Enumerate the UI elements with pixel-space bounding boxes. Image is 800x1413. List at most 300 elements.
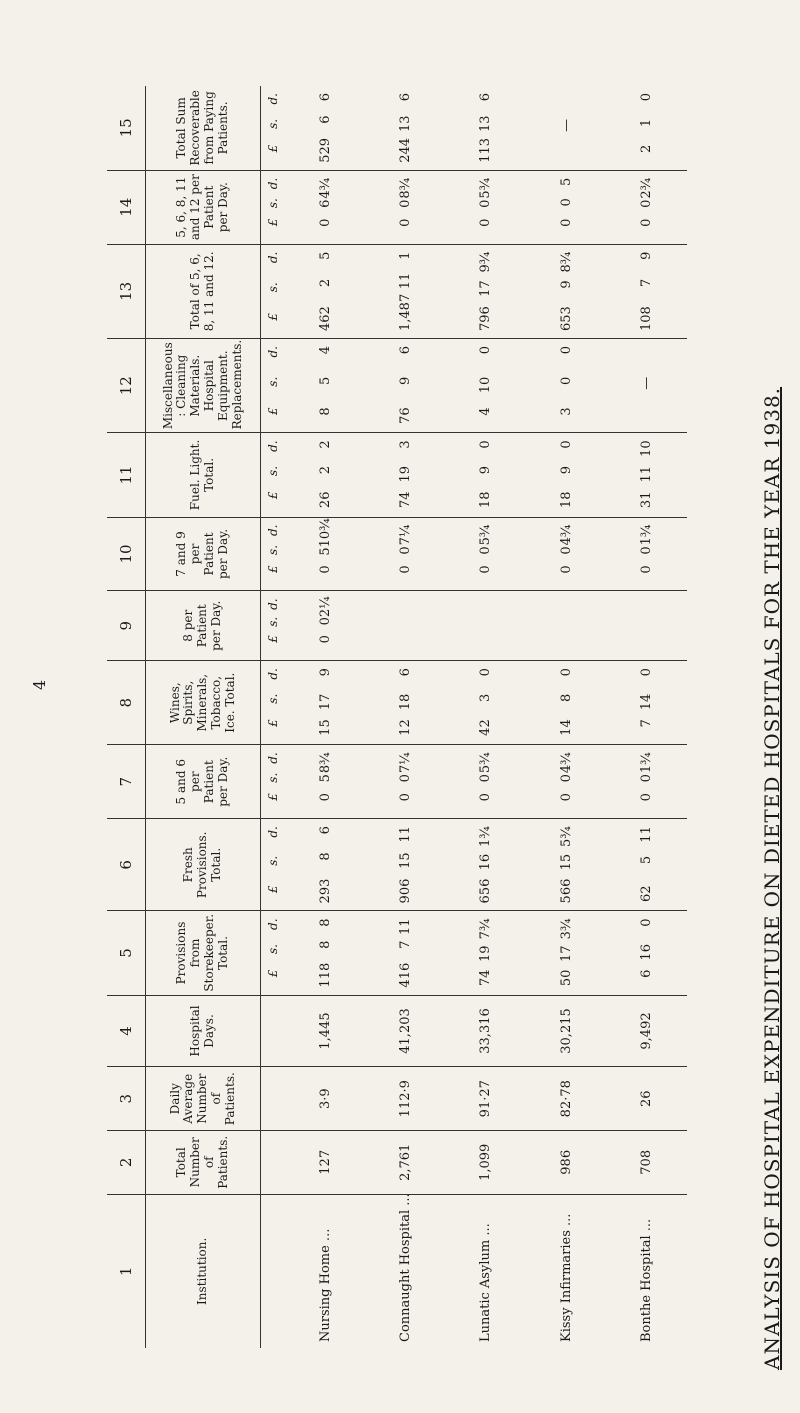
units-cell (261, 86, 286, 170)
unit-label: £ (266, 491, 280, 500)
column-number: 1 (107, 1194, 146, 1348)
money-cell (285, 339, 365, 433)
money-part: 15 (398, 852, 414, 869)
column-number: 8 (107, 661, 146, 745)
money-part: 0 (317, 635, 333, 644)
money-part: 1,487 (398, 293, 414, 331)
header-recoverable: Total Sum Recoverable from Paying Patients. (146, 86, 261, 170)
units-cell (261, 745, 286, 819)
unit-label: £ (266, 144, 280, 153)
units-cell (261, 1067, 286, 1131)
money-cell (365, 819, 445, 911)
money-part: 796 (478, 306, 494, 331)
table-row (365, 86, 445, 1348)
money-part: 11 (639, 826, 655, 843)
money-part: 0 (558, 440, 574, 449)
money-part: 11 (398, 918, 414, 936)
money-part: 50 (558, 969, 574, 987)
units-cell (261, 1131, 286, 1195)
unit-label: £ (266, 719, 280, 727)
money-cell (607, 339, 687, 433)
money-cell (365, 661, 445, 745)
money-part: 0 (317, 565, 333, 574)
money-part: 906 (398, 878, 414, 904)
money-cell (446, 517, 526, 591)
money-part: 19 (478, 945, 494, 962)
money-cell (365, 517, 445, 591)
money-cell (285, 244, 365, 338)
header-8-per-day: 8 per Patient per Day. (146, 591, 261, 661)
money-part: 0 (317, 793, 333, 802)
units-cell (261, 911, 286, 995)
money-part: 293 (317, 878, 333, 904)
total-patients-cell: 986 (526, 1131, 606, 1195)
money-part: 2¾ (639, 177, 655, 199)
money-part: 5¾ (478, 524, 494, 546)
money-cell (285, 911, 365, 995)
money-part: 74 (478, 969, 494, 987)
money-part: 5¾ (478, 177, 494, 199)
money-cell (526, 819, 606, 911)
money-part: 76 (398, 407, 414, 424)
money-part: 18 (558, 491, 574, 509)
money-cell (365, 339, 445, 433)
money-part: 0 (558, 668, 574, 677)
money-cell (446, 170, 526, 244)
money-cell (285, 433, 365, 517)
money-cell (607, 433, 687, 517)
expenditure-table-container (107, 86, 687, 1348)
units-cell (261, 170, 286, 244)
money-part: 14 (639, 693, 655, 711)
money-part: 7 (639, 278, 655, 288)
unit-label: s. (266, 772, 280, 783)
money-cell (607, 244, 687, 338)
money-part: 0 (558, 774, 574, 783)
institution-cell: Nursing Home ... (317, 1228, 333, 1342)
money-cell (607, 911, 687, 995)
money-cell (526, 244, 606, 338)
unit-label: d. (266, 177, 280, 190)
institution-cell: Bonthe Hospital ... (639, 1218, 655, 1342)
total-patients-cell: 2,761 (365, 1131, 445, 1195)
unit-label: £ (266, 635, 280, 643)
money-part: 0 (478, 774, 494, 783)
expenditure-table (107, 86, 687, 1348)
unit-label: s. (266, 693, 280, 704)
money-part: 10¾ (317, 518, 333, 548)
money-part: 2 (317, 440, 333, 449)
money-part: 0 (639, 199, 655, 208)
money-part: 6 (317, 115, 333, 124)
total-patients-cell: 127 (285, 1131, 365, 1195)
money-part: 0 (398, 565, 414, 574)
money-cell (607, 170, 687, 244)
money-part: 5 (317, 547, 333, 556)
money-part: 18 (398, 693, 414, 711)
money-part: 3 (478, 693, 494, 702)
table-row (607, 86, 687, 1348)
unit-label: d. (266, 752, 280, 764)
money-part: 11 (639, 465, 655, 483)
money-part: 0 (478, 218, 494, 227)
column-number: 13 (107, 244, 146, 338)
institution-cell: Lunatic Asylum ... (478, 1223, 494, 1342)
money-cell (526, 661, 606, 745)
money-part: 8 (317, 940, 333, 949)
money-part: 13 (398, 115, 414, 133)
header-per-patient-per-day: 5, 6, 8, 11 and 12 per Patient per Day. (146, 170, 261, 244)
money-part (639, 346, 654, 364)
money-part: 0 (639, 565, 655, 574)
money-part: 0 (398, 546, 414, 555)
money-part: 0 (639, 668, 655, 677)
money-part: 0 (558, 793, 574, 802)
money-part: 2 (317, 278, 333, 288)
money-part: 1 (398, 251, 414, 260)
money-part: 1¾ (639, 524, 655, 546)
total-patients-cell: 708 (607, 1131, 687, 1195)
header-7-9-per-day: 7 and 9 per Patient per Day. (146, 517, 261, 591)
money-part: 17 (558, 945, 574, 962)
money-part: 5 (639, 855, 655, 865)
money-part: 19 (398, 465, 414, 483)
unit-label: d. (266, 598, 280, 610)
money-cell (526, 911, 606, 995)
money-part: 6 (639, 969, 655, 978)
money-cell (526, 517, 606, 591)
money-part: 8 (317, 852, 333, 861)
money-part: 1¾ (478, 826, 494, 847)
units-cell (261, 517, 286, 591)
money-part (639, 407, 654, 425)
unit-label: d. (266, 918, 280, 930)
money-part: — (639, 376, 655, 390)
money-cell (446, 661, 526, 745)
money-part: 8¾ (317, 752, 333, 774)
money-part: 5 (317, 774, 333, 783)
money-part: 0 (478, 346, 494, 355)
unit-label: £ (266, 565, 280, 574)
column-header-row (146, 86, 261, 1348)
hospital-days-cell: 9,492 (607, 995, 687, 1067)
header-hospital-days: Hospital Days. (146, 995, 261, 1067)
money-part: 13 (478, 115, 494, 133)
money-part: 4¾ (317, 177, 333, 199)
money-part: 62 (639, 885, 655, 902)
header-daily-average: Daily Average Number of Patients. (146, 1067, 261, 1131)
money-part: — (558, 118, 574, 132)
money-cell (446, 86, 526, 170)
header-fuel-light: Fuel. Light. Total. (146, 433, 261, 517)
money-cell (607, 517, 687, 591)
money-part: 8 (317, 407, 333, 416)
money-part: 7¼ (398, 752, 414, 774)
units-cell (261, 819, 286, 911)
units-cell (261, 995, 286, 1067)
money-part: 3 (398, 440, 414, 449)
money-part: 11 (398, 272, 414, 290)
column-number: 14 (107, 170, 146, 244)
money-part: 8 (317, 918, 333, 927)
table-body (261, 86, 688, 1348)
daily-average-cell: 26 (607, 1067, 687, 1131)
unit-label: d. (266, 251, 280, 264)
money-cell (365, 433, 445, 517)
money-part: 26 (317, 491, 333, 509)
money-cell (526, 591, 606, 661)
money-cell (526, 339, 606, 433)
money-part: 10 (478, 376, 494, 394)
money-part: 18 (478, 491, 494, 509)
daily-average-cell: 82·78 (526, 1067, 606, 1131)
money-part: 0 (558, 565, 574, 574)
money-part: 5¾ (558, 826, 574, 847)
money-part: 0 (317, 218, 333, 227)
money-part: 16 (478, 853, 494, 871)
money-part: 113 (478, 137, 494, 163)
money-cell (607, 661, 687, 745)
column-number: 7 (107, 745, 146, 819)
money-part: 7 (639, 719, 655, 728)
money-part: 8 (558, 693, 574, 702)
money-part: 4¾ (558, 752, 574, 774)
money-part: 0 (558, 546, 574, 555)
money-cell (526, 433, 606, 517)
unit-label: d. (266, 440, 280, 452)
money-part: 0 (398, 218, 414, 227)
money-part: 0 (639, 218, 655, 227)
column-number: 11 (107, 433, 146, 517)
money-part: 6 (478, 93, 494, 102)
money-cell (526, 170, 606, 244)
column-number: 3 (107, 1067, 146, 1131)
money-cell (446, 339, 526, 433)
money-part: 17 (317, 693, 333, 711)
money-part: 17 (478, 280, 494, 297)
money-part: 2 (639, 144, 655, 154)
header-storekeeper-provisions: Provisions from Storekeeper. Total. (146, 911, 261, 995)
unit-label: s. (266, 944, 280, 954)
units-cell (261, 244, 286, 338)
unit-label: s. (266, 118, 280, 129)
column-number: 4 (107, 995, 146, 1067)
money-part: 31 (639, 491, 655, 509)
page-number: 4 (30, 679, 49, 690)
unit-label: £ (266, 793, 280, 801)
money-part: 0 (639, 93, 655, 102)
money-part: 0 (558, 346, 574, 355)
money-part: 3¾ (558, 918, 574, 940)
unit-label: £ (266, 969, 280, 978)
money-part: 0 (558, 218, 574, 227)
column-number: 6 (107, 819, 146, 911)
money-part: 9 (558, 465, 574, 475)
money-part: 1 (639, 118, 655, 128)
money-cell (285, 170, 365, 244)
money-part: 0 (558, 198, 574, 207)
column-number: 2 (107, 1131, 146, 1195)
money-part: 0 (478, 565, 494, 574)
money-part: 0 (478, 668, 494, 677)
units-cell (261, 433, 286, 517)
institution-cell: Kissy Infirmaries ... (558, 1213, 574, 1342)
column-number: 5 (107, 911, 146, 995)
money-cell (446, 591, 526, 661)
column-number-row (107, 86, 146, 1348)
unit-label: d. (266, 93, 280, 105)
money-cell (446, 745, 526, 819)
header-total-5-6-8-11-12: Total of 5, 6, 8, 11 and 12. (146, 244, 261, 338)
column-number: 12 (107, 339, 146, 433)
money-part: 10 (639, 440, 655, 457)
money-cell (285, 745, 365, 819)
unit-label: s. (266, 282, 280, 293)
money-cell (526, 86, 606, 170)
money-cell (285, 661, 365, 745)
daily-average-cell: 3·9 (285, 1067, 365, 1131)
money-part: 4 (478, 407, 494, 416)
money-part: 0 (317, 617, 333, 626)
money-part: 6 (398, 93, 414, 102)
money-part: 656 (478, 878, 494, 904)
header-5-6-per-day: 5 and 6 per Patient per Day. (146, 745, 261, 819)
unit-label: s. (266, 376, 280, 387)
money-cell (607, 591, 687, 661)
money-cell (365, 745, 445, 819)
money-part: 8¾ (398, 177, 414, 199)
money-part (559, 93, 574, 111)
money-part: 2 (317, 465, 333, 475)
unit-label: £ (266, 218, 280, 227)
total-patients-cell: 1,099 (446, 1131, 526, 1195)
money-part: 1¾ (639, 752, 655, 774)
money-part: 5 (317, 251, 333, 260)
money-cell (285, 591, 365, 661)
unit-label: d. (266, 524, 280, 537)
institution-cell: Connaught Hospital ... (398, 1193, 414, 1342)
money-part (559, 145, 574, 163)
money-part: 5 (317, 376, 333, 385)
money-part: 14 (558, 719, 574, 736)
money-part: 566 (558, 878, 574, 904)
money-cell (365, 244, 445, 338)
money-part: 7 (398, 940, 414, 949)
units-cell (261, 339, 286, 433)
money-part: 0 (478, 199, 494, 208)
money-cell (446, 819, 526, 911)
daily-average-cell: 112·9 (365, 1067, 445, 1131)
money-part: 0 (639, 918, 655, 927)
money-part: 108 (639, 306, 655, 331)
money-cell (446, 244, 526, 338)
unit-label: d. (266, 668, 280, 680)
units-cell (261, 591, 286, 661)
money-part: 11 (398, 826, 414, 843)
money-part: 6 (317, 826, 333, 835)
money-cell (365, 86, 445, 170)
money-part: 0 (398, 793, 414, 802)
money-part: 6 (317, 93, 333, 102)
header-wines-spirits: Wines, Spirits, Minerals, Tobacco, Ice. Total. (146, 661, 261, 745)
unit-label: s. (266, 544, 280, 555)
money-part: 2¼ (317, 596, 333, 618)
money-cell (446, 433, 526, 517)
unit-label: s. (266, 855, 280, 866)
money-part: 5¾ (478, 752, 494, 774)
hospital-days-cell: 41,203 (365, 995, 445, 1067)
money-part: 9 (558, 280, 574, 289)
money-part: 16 (639, 944, 655, 961)
money-part: 462 (317, 306, 333, 331)
money-part: 529 (317, 137, 333, 163)
money-part: 6 (398, 346, 414, 355)
column-number: 9 (107, 591, 146, 661)
unit-label: s. (266, 616, 280, 627)
money-cell (365, 591, 445, 661)
money-part: 118 (317, 962, 333, 988)
money-part: 4¾ (558, 524, 574, 546)
money-part: 0 (639, 774, 655, 783)
money-part: 9¾ (478, 251, 494, 273)
money-part: 0 (398, 199, 414, 208)
money-part: 6 (398, 668, 414, 677)
daily-average-cell: 91·27 (446, 1067, 526, 1131)
money-part: 7¼ (398, 524, 414, 546)
money-part: 0 (639, 793, 655, 802)
hospital-days-cell: 30,215 (526, 995, 606, 1067)
hospital-days-cell: 1,445 (285, 995, 365, 1067)
header-fresh-provisions: Fresh Provisions. Total. (146, 819, 261, 911)
money-cell (285, 819, 365, 911)
header-institution: Institution. (146, 1194, 261, 1348)
money-part: 0 (478, 440, 494, 449)
unit-label: £ (266, 407, 280, 416)
money-part: 244 (398, 137, 414, 163)
money-part: 3 (558, 407, 574, 416)
money-cell (285, 86, 365, 170)
money-part: 0 (398, 774, 414, 783)
money-cell (607, 745, 687, 819)
header-total-patients: Total Number of Patients. (146, 1131, 261, 1195)
money-part: 0 (478, 546, 494, 555)
unit-label: £ (266, 313, 280, 321)
money-cell (365, 911, 445, 995)
unit-label: £ (266, 885, 280, 894)
money-part: 15 (558, 853, 574, 871)
unit-label: d. (266, 826, 280, 838)
money-cell (285, 517, 365, 591)
money-cell (365, 170, 445, 244)
money-part: 416 (398, 962, 414, 988)
money-part: 12 (398, 719, 414, 736)
money-part: 42 (478, 719, 494, 736)
page-title: ANALYSIS OF HOSPITAL EXPENDITURE ON DIETED HOSPITALS FOR THE YEAR 1938. (760, 386, 784, 1370)
unit-label: s. (266, 198, 280, 209)
unit-label: s. (266, 465, 280, 476)
money-part: 8¾ (558, 251, 574, 273)
money-part: 0 (558, 376, 574, 385)
column-number: 15 (107, 86, 146, 170)
unit-label: d. (266, 346, 280, 358)
money-cell (607, 86, 687, 170)
money-part: 9 (317, 668, 333, 677)
money-part: 9 (398, 376, 414, 385)
hospital-days-cell: 33,316 (446, 995, 526, 1067)
money-part: 6 (317, 199, 333, 208)
money-cell (446, 911, 526, 995)
money-part: 7¾ (478, 918, 494, 940)
